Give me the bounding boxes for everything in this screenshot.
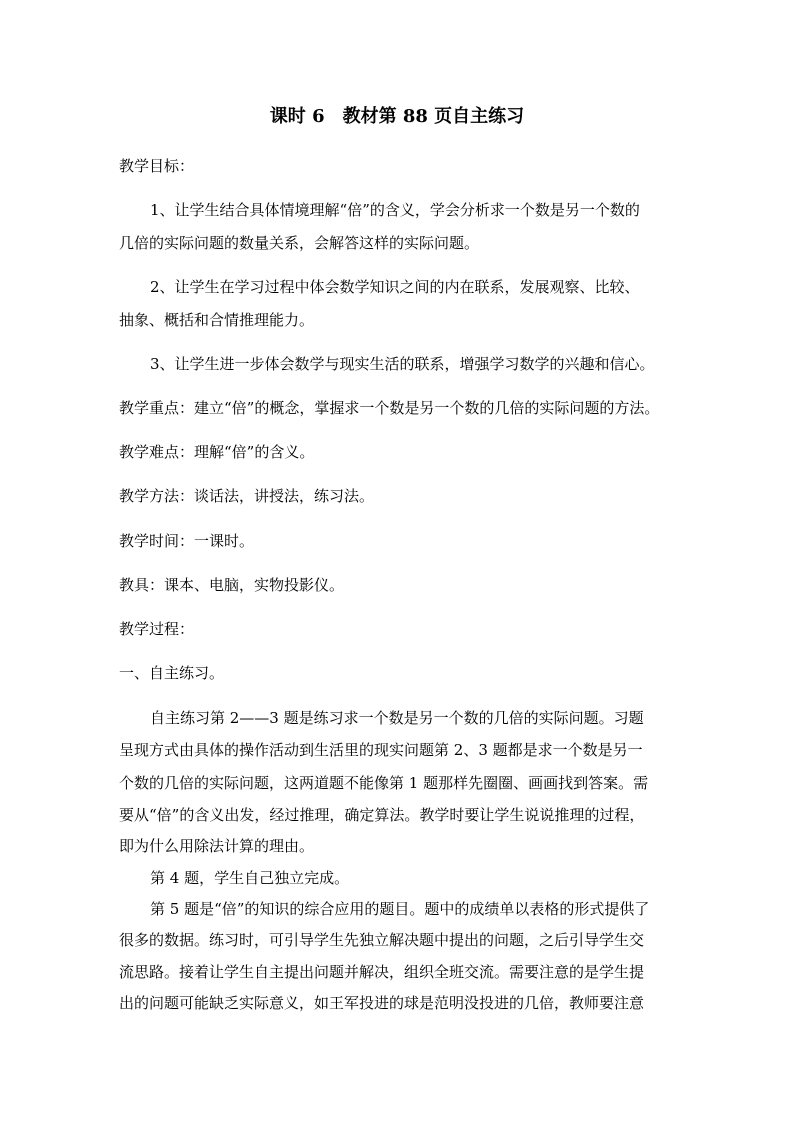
difficulty: 教学难点：理解“倍”的含义。 <box>119 443 315 461</box>
goal1-line1: 1、让学生结合具体情境理解“倍”的含义，学会分析求一个数是另一个数的 <box>150 201 640 219</box>
goal1-line2: 几倍的实际问题的数量关系，会解答这样的实际问题。 <box>119 234 480 252</box>
teaching-time: 教学时间：一课时。 <box>119 532 255 550</box>
goal2-line1: 2、让学生在学习过程中体会数学知识之间的内在联系，发展观察、比较、 <box>150 278 640 296</box>
teaching-tools: 教具：课本、电脑，实物投影仪。 <box>119 576 345 594</box>
para1-line3: 个数的几倍的实际问题，这两道题不能像第 1 题那样先圈圈、画画找到答案。需 <box>119 774 649 792</box>
process-heading: 教学过程： <box>119 620 195 638</box>
goal3-line1: 3、让学生进一步体会数学与现实生活的联系，增强学习数学的兴趣和信心。 <box>150 355 655 373</box>
para1-line4: 要从“倍”的含义出发，经过推理，确定算法。教学时要让学生说说推理的过程， <box>119 806 645 824</box>
para1-line2: 呈现方式由具体的操作活动到生活里的现实问题第 2、3 题都是求一个数是另一 <box>119 741 643 759</box>
para3-line3: 流思路。接着让学生自主提出问题并解决，组织全班交流。需要注意的是学生提 <box>119 963 645 981</box>
para2-line1: 第 4 题，学生自己独立完成。 <box>150 869 350 887</box>
para1-line1: 自主练习第 2——3 题是练习求一个数是另一个数的几倍的实际问题。习题 <box>150 709 644 727</box>
methods: 教学方法：谈话法，讲授法，练习法。 <box>119 487 375 505</box>
section1-heading: 一、自主练习。 <box>119 664 225 682</box>
page-title <box>0 105 794 129</box>
para1-line5: 即为什么用除法计算的理由。 <box>119 837 315 855</box>
para3-line4: 出的问题可能缺乏实际意义，如王军投进的球是范明没投进的几倍，教师要注意 <box>119 994 645 1012</box>
title-lesson-number: 课时 6 <box>269 106 325 127</box>
goals-heading: 教学目标： <box>119 157 195 175</box>
title-lesson-topic: 教材第 88 页自主练习 <box>342 106 525 127</box>
para3-line1: 第 5 题是“倍”的知识的综合应用的题目。题中的成绩单以表格的形式提供了 <box>150 900 650 918</box>
key-point: 教学重点：建立“倍”的概念，掌握求一个数是另一个数的几倍的实际问题的方法。 <box>119 399 660 417</box>
goal2-line2: 抽象、概括和合情推理能力。 <box>119 311 315 329</box>
para3-line2: 很多的数据。练习时，可引导学生先独立解决题中提出的问题，之后引导学生交 <box>119 931 645 949</box>
